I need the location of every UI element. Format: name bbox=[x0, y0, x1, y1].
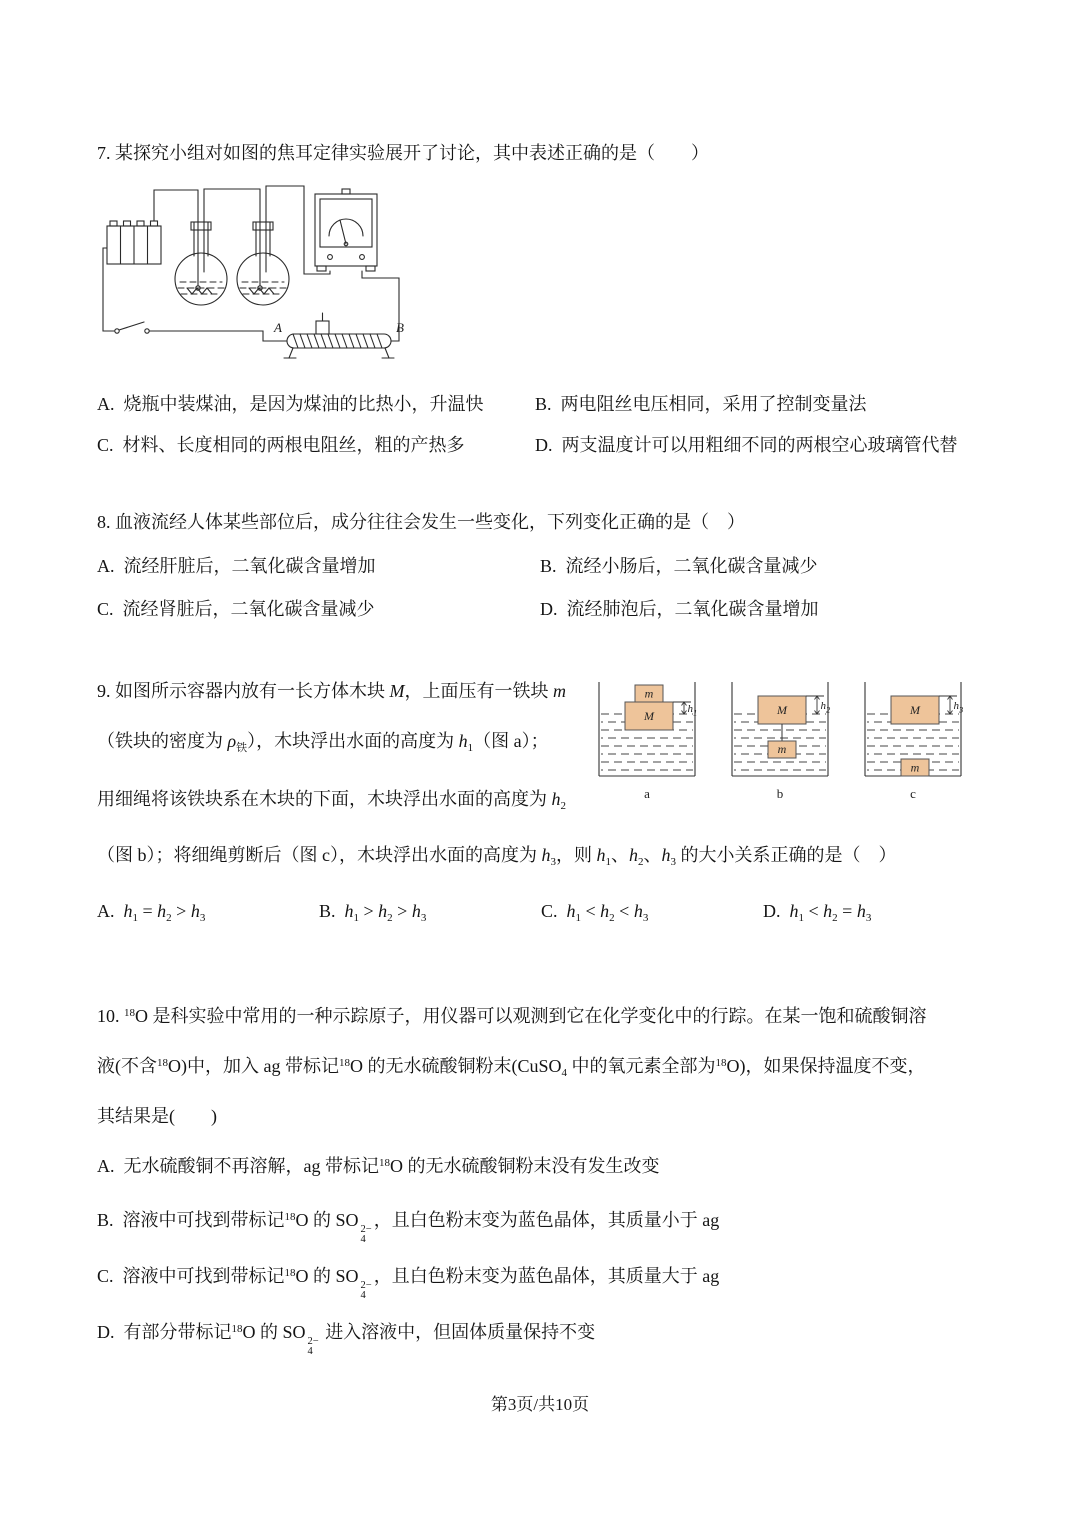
iron-block-label: m bbox=[644, 686, 654, 701]
q10-option-a bbox=[97, 1153, 660, 1179]
q8-option-c bbox=[97, 596, 540, 622]
option-label: A. bbox=[97, 556, 115, 576]
q9-option-a bbox=[97, 898, 319, 924]
q8-stem: 8. 血液流经人体某些部位后，成分往往会发生一些变化，下列变化正确的是（ ） bbox=[97, 512, 745, 532]
option-text: 材料、长度相同的两根电阻丝，粗的产热多 bbox=[122, 435, 465, 455]
q7-option-a bbox=[97, 391, 535, 417]
option-label: A. bbox=[97, 1156, 115, 1176]
q10-option-b bbox=[97, 1207, 719, 1244]
q10-stem-line-3: 其结果是( ) bbox=[97, 1106, 217, 1126]
option-label: D. bbox=[535, 435, 553, 455]
option-label: C. bbox=[97, 435, 114, 455]
h1-label: $h_1$ bbox=[687, 703, 698, 718]
option-label: C. bbox=[97, 599, 114, 619]
question-7 bbox=[97, 140, 1005, 458]
option-text: 烧瓶中装煤油，是因为煤油的比热小，升温快 bbox=[123, 394, 484, 414]
iron-block-label: m bbox=[910, 760, 920, 775]
option-text: 两支温度计可以用粗细不同的两根空心玻璃管代替 bbox=[561, 435, 958, 455]
question-9 bbox=[97, 672, 1005, 972]
q8-option-a bbox=[97, 553, 540, 579]
h3-label: $h_3$ bbox=[953, 700, 964, 715]
subfigure-a-label: a bbox=[644, 786, 650, 801]
option-text: 流经小肠后，二氧化碳含量减少 bbox=[565, 556, 818, 576]
option-text: 两电阻丝电压相同，采用了控制变量法 bbox=[560, 394, 867, 414]
option-text: 溶液中可找到带标记$^{18}$O 的 SO 2− 4 ，且白色粉末变为蓝色晶体，其质量大于 ag bbox=[122, 1266, 720, 1301]
option-label: B. bbox=[535, 394, 552, 414]
option-formula: $h_1 > h_2 > h_3$ bbox=[344, 901, 427, 924]
q9-option-c bbox=[541, 898, 763, 924]
q8-option-b bbox=[540, 553, 818, 579]
rheostat-terminal-a-label: A bbox=[274, 320, 282, 335]
option-label: B. bbox=[97, 1210, 114, 1230]
q9-figure-svg bbox=[585, 668, 970, 816]
option-text: 无水硫酸铜不再溶解，ag 带标记$^{18}$O 的无水硫酸铜粉末没有发生改变 bbox=[123, 1156, 660, 1176]
option-text: 流经肝脏后，二氧化碳含量增加 bbox=[123, 556, 376, 576]
q10-option-c bbox=[97, 1263, 719, 1300]
q9-stem-line-2: （铁块的密度为 $\rho_铁$），木块浮出水面的高度为 $h_1$（图 a）； bbox=[97, 731, 549, 754]
wood-block-label: M bbox=[777, 703, 787, 717]
option-label: C. bbox=[97, 1266, 114, 1286]
q9-option-d bbox=[763, 898, 985, 924]
q9-option-row bbox=[97, 898, 1005, 924]
meter bbox=[315, 189, 377, 271]
q8-option-row-2 bbox=[97, 596, 1005, 622]
option-label: D. bbox=[763, 901, 781, 921]
question-8 bbox=[97, 509, 1005, 622]
subfigure-b-label: b bbox=[776, 786, 784, 801]
option-text: 流经肾脏后，二氧化碳含量减少 bbox=[122, 599, 375, 619]
q7-option-b bbox=[535, 391, 867, 417]
option-label: B. bbox=[540, 556, 557, 576]
q7-option-d bbox=[535, 432, 958, 458]
iron-block-label: m bbox=[777, 742, 787, 756]
subfigure-c-label: c bbox=[910, 786, 916, 801]
option-label: A. bbox=[97, 394, 115, 414]
q10-stem-line-2: 液(不含$^{18}$O)中，加入 ag 带标记$^{18}$O 的无水硫酸铜粉末(CuSO$_4$ 中的氧元素全部为$^{18}$O)，如果保持温度不变， bbox=[97, 1056, 926, 1079]
q9-stem-line-3: 用细绳将该铁块系在木块的下面，木块浮出水面的高度为 $h_2$ bbox=[97, 789, 566, 812]
option-formula: $h_1 < h_2 = h_3$ bbox=[789, 901, 872, 924]
option-text: 流经肺泡后，二氧化碳含量增加 bbox=[566, 599, 819, 619]
option-label: D. bbox=[540, 599, 558, 619]
q8-option-d bbox=[540, 596, 819, 622]
q10-option-d bbox=[97, 1319, 595, 1356]
q9-stem-line-1: 9. 如图所示容器内放有一长方体木块 M，上面压有一铁块 m bbox=[97, 681, 566, 701]
q9-buoyancy-figure bbox=[585, 668, 970, 823]
q7-option-row-2 bbox=[97, 432, 1005, 458]
q7-circuit-svg bbox=[101, 176, 411, 376]
flask-right bbox=[237, 189, 289, 305]
question-10 bbox=[97, 995, 1005, 1385]
q7-stem: 7. 某探究小组对如图的焦耳定律实验展开了讨论，其中表述正确的是（ ） bbox=[97, 143, 709, 163]
h2-label: $h_2$ bbox=[820, 700, 831, 715]
q7-joule-experiment-figure bbox=[101, 176, 1005, 383]
q9-option-b bbox=[319, 898, 541, 924]
q10-stem-line-1: 10. $^{18}$O 是科实验中常用的一种示踪原子，用仪器可以观测到它在化学变化中的行踪。在某一饱和硫酸铜溶 bbox=[97, 1006, 927, 1026]
option-text: 溶液中可找到带标记$^{18}$O 的 SO 2− 4 ，且白色粉末变为蓝色晶体，其质量小于 ag bbox=[122, 1210, 720, 1245]
page-number-footer: 第3页/共10页 bbox=[490, 1395, 590, 1414]
option-formula: $h_1 = h_2 > h_3$ bbox=[123, 901, 206, 924]
option-label: C. bbox=[541, 901, 558, 921]
option-label: B. bbox=[319, 901, 336, 921]
q9-stem-line-4: （图 b）；将细绳剪断后（图 c），木块浮出水面的高度为 $h_3$，则 $h_1$、$h_2$、$h_3$ 的大小关系正确的是（ ） bbox=[97, 845, 897, 868]
option-text: 有部分带标记$^{18}$O 的 SO 2− 4 进入溶液中，但固体质量保持不变 bbox=[123, 1322, 596, 1357]
battery bbox=[107, 221, 161, 264]
rheostat-terminal-b-label: B bbox=[396, 320, 404, 335]
flask-left bbox=[175, 190, 227, 305]
option-formula: $h_1 < h_2 < h_3$ bbox=[566, 901, 649, 924]
wood-block-label: M bbox=[644, 709, 654, 723]
option-label: A. bbox=[97, 901, 115, 921]
wood-block-label: M bbox=[910, 703, 920, 717]
q7-option-row-1 bbox=[97, 391, 1005, 417]
switch bbox=[115, 322, 149, 333]
q7-option-c bbox=[97, 432, 535, 458]
rheostat bbox=[284, 313, 394, 358]
q8-option-row-1 bbox=[97, 553, 1005, 579]
option-label: D. bbox=[97, 1322, 115, 1342]
